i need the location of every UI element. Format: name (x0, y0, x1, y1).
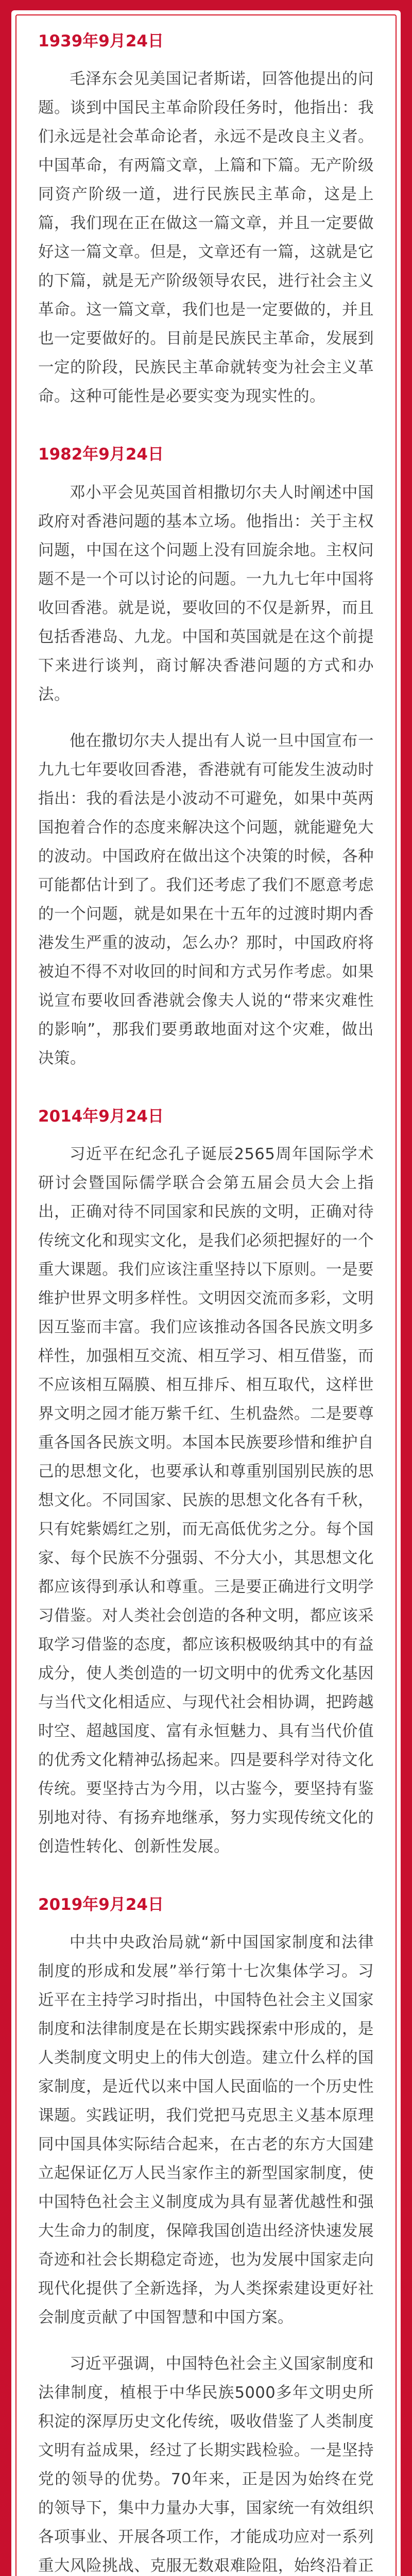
section-paragraph: 中共中央政治局就“新中国国家制度和法律制度的形成和发展”举行第十七次集体学习。习近平在主持学习时指出，中国特色社会主义国家制度和法律制度是在长期实践探索中形成的，是人类制度文明史上的伟大创造。建立什么样的国家制度，是近代以来中国人民面临的一个历史性课题。实践证明，我们党把马克思主义基本原理同中国具体实际结合起来，在古老的东方大国建立起保证亿万人民当家作主的新型国家制度，使中国特色社会主义制度成为具有显著优越性和强大生命力的制度，保障我国创造出经济快速发展奇迹和社会长期稳定奇迹，也为发展中国家走向现代化提供了全新选择，为人类探索建设更好社会制度贡献了中国智慧和中国方案。 (38, 1934, 374, 2327)
section-1939 (38, 31, 374, 411)
section-date: 2019年9月24日 (38, 1895, 164, 1914)
section-2019 (38, 1894, 374, 2576)
section-paragraph: 习近平强调，中国特色社会主义国家制度和法律制度，植根于中华民族5000多年文明史所积淀的深厚历史文化传统，吸收借鉴了人类制度文明有益成果，经过了长期实践检验。一是坚持党的领导的优势。70年来，正是因为始终在党的领导下，集中力量办大事，国家统一有效组织各项事业、开展各项工作，才能成功应对一系列重大风险挑战、克服无数艰难险阻，始终沿着正 (38, 2355, 374, 2575)
section-paragraph: 毛泽东会见美国记者斯诺，回答他提出的问题。谈到中国民主革命阶段任务时，他指出：我们永远是社会革命论者，永远不是改良主义者。中国革命，有两篇文章，上篇和下篇。无产阶级同资产阶级一道，进行民族民主革命，这是上篇，我们现在正在做这一篇文章，并且一定要做好这一篇文章。但是，文章还有一篇，这就是它的下篇，就是无产阶级领导农民，进行社会主义革命。这一篇文章，我们也是一定要做的，并且也一定要做好的。目前是民族民主革命，发展到一定的阶段，民族民主革命就转变为社会主义革命。这种可能性是必要实变为现实性的。 (38, 70, 374, 406)
section-2014 (38, 1106, 374, 1861)
section-paragraph: 他在撒切尔夫人提出有人说一旦中国宣布一九九七年要收回香港，香港就有可能发生波动时指出：我的看法是小波动不可避免，如果中英两国抱着合作的态度来解决这个问题，就能避免大的波动。中国政府在做出这个决策的时候，各种可能都估计到了。我们还考虑了我们不愿意考虑的一个问题，就是如果在十五年的过渡时期内香港发生严重的波动，怎么办？那时，中国政府将被迫不得不对收回的时间和方式另作考虑。如果说宣布要收回香港就会像夫人说的“带来灾难性的影响”，那我们要勇敢地面对这个灾难，做出决策。 (38, 732, 374, 1067)
section-date: 1982年9月24日 (38, 445, 164, 464)
section-paragraph: 邓小平会见英国首相撒切尔夫人时阐述中国政府对香港问题的基本立场。他指出：关于主权问题，中国在这个问题上没有回旋余地。主权问题不是一个可以讨论的问题。一九九七年中国将收回香港。就是说，要收回的不仅是新界，而且包括香港岛、九龙。中国和英国就是在这个前提下来进行谈判，商讨解决香港问题的方式和办法。 (38, 483, 374, 704)
section-date: 2014年9月24日 (38, 1107, 164, 1126)
section-1982 (38, 444, 374, 1073)
section-paragraph: 习近平在纪念孔子诞辰2565周年国际学术研讨会暨国际儒学联合会第五届会员大会上指出，正确对待不同国家和民族的文明，正确对待传统文化和现实文化，是我们必须把握好的一个重大课题。我们应该注重坚持以下原则。一是要维护世界文明多样性。文明因交流而多彩，文明因互鉴而丰富。我们应该推动各国各民族文明多样性，加强相互交流、相互学习、相互借鉴，而不应该相互隔膜、相互排斥、相互取代，这样世界文明之园才能万紫千红、生机盎然。二是要尊重各国各民族文明。本国本民族要珍惜和维护自己的思想文化，也要承认和尊重别国别民族的思想文化。不同国家、民族的思想文化各有千秋，只有姹紫嫣红之别，而无高低优劣之分。每个国家、每个民族不分强弱、不分大小，其思想文化都应该得到承认和尊重。三是要正确进行文明学习借鉴。对人类社会创造的各种文明，都应该采取学习借鉴的态度，都应该积极吸纳其中的有益成分，使人类创造的一切文明中的优秀文化基因与当代文化相适应、与现代社会相协调，把跨越时空、超越国度、富有永恒魅力、具有当代价值的优秀文化精神弘扬起来。四是要科学对待文化传统。要坚持古为今用，以古鉴今，要坚持有鉴别地对待、有扬弃地继承，努力实现传统文化的创造性转化、创新性发展。 (38, 1145, 374, 1856)
article-frame (11, 10, 401, 2576)
section-date: 1939年9月24日 (38, 32, 164, 50)
